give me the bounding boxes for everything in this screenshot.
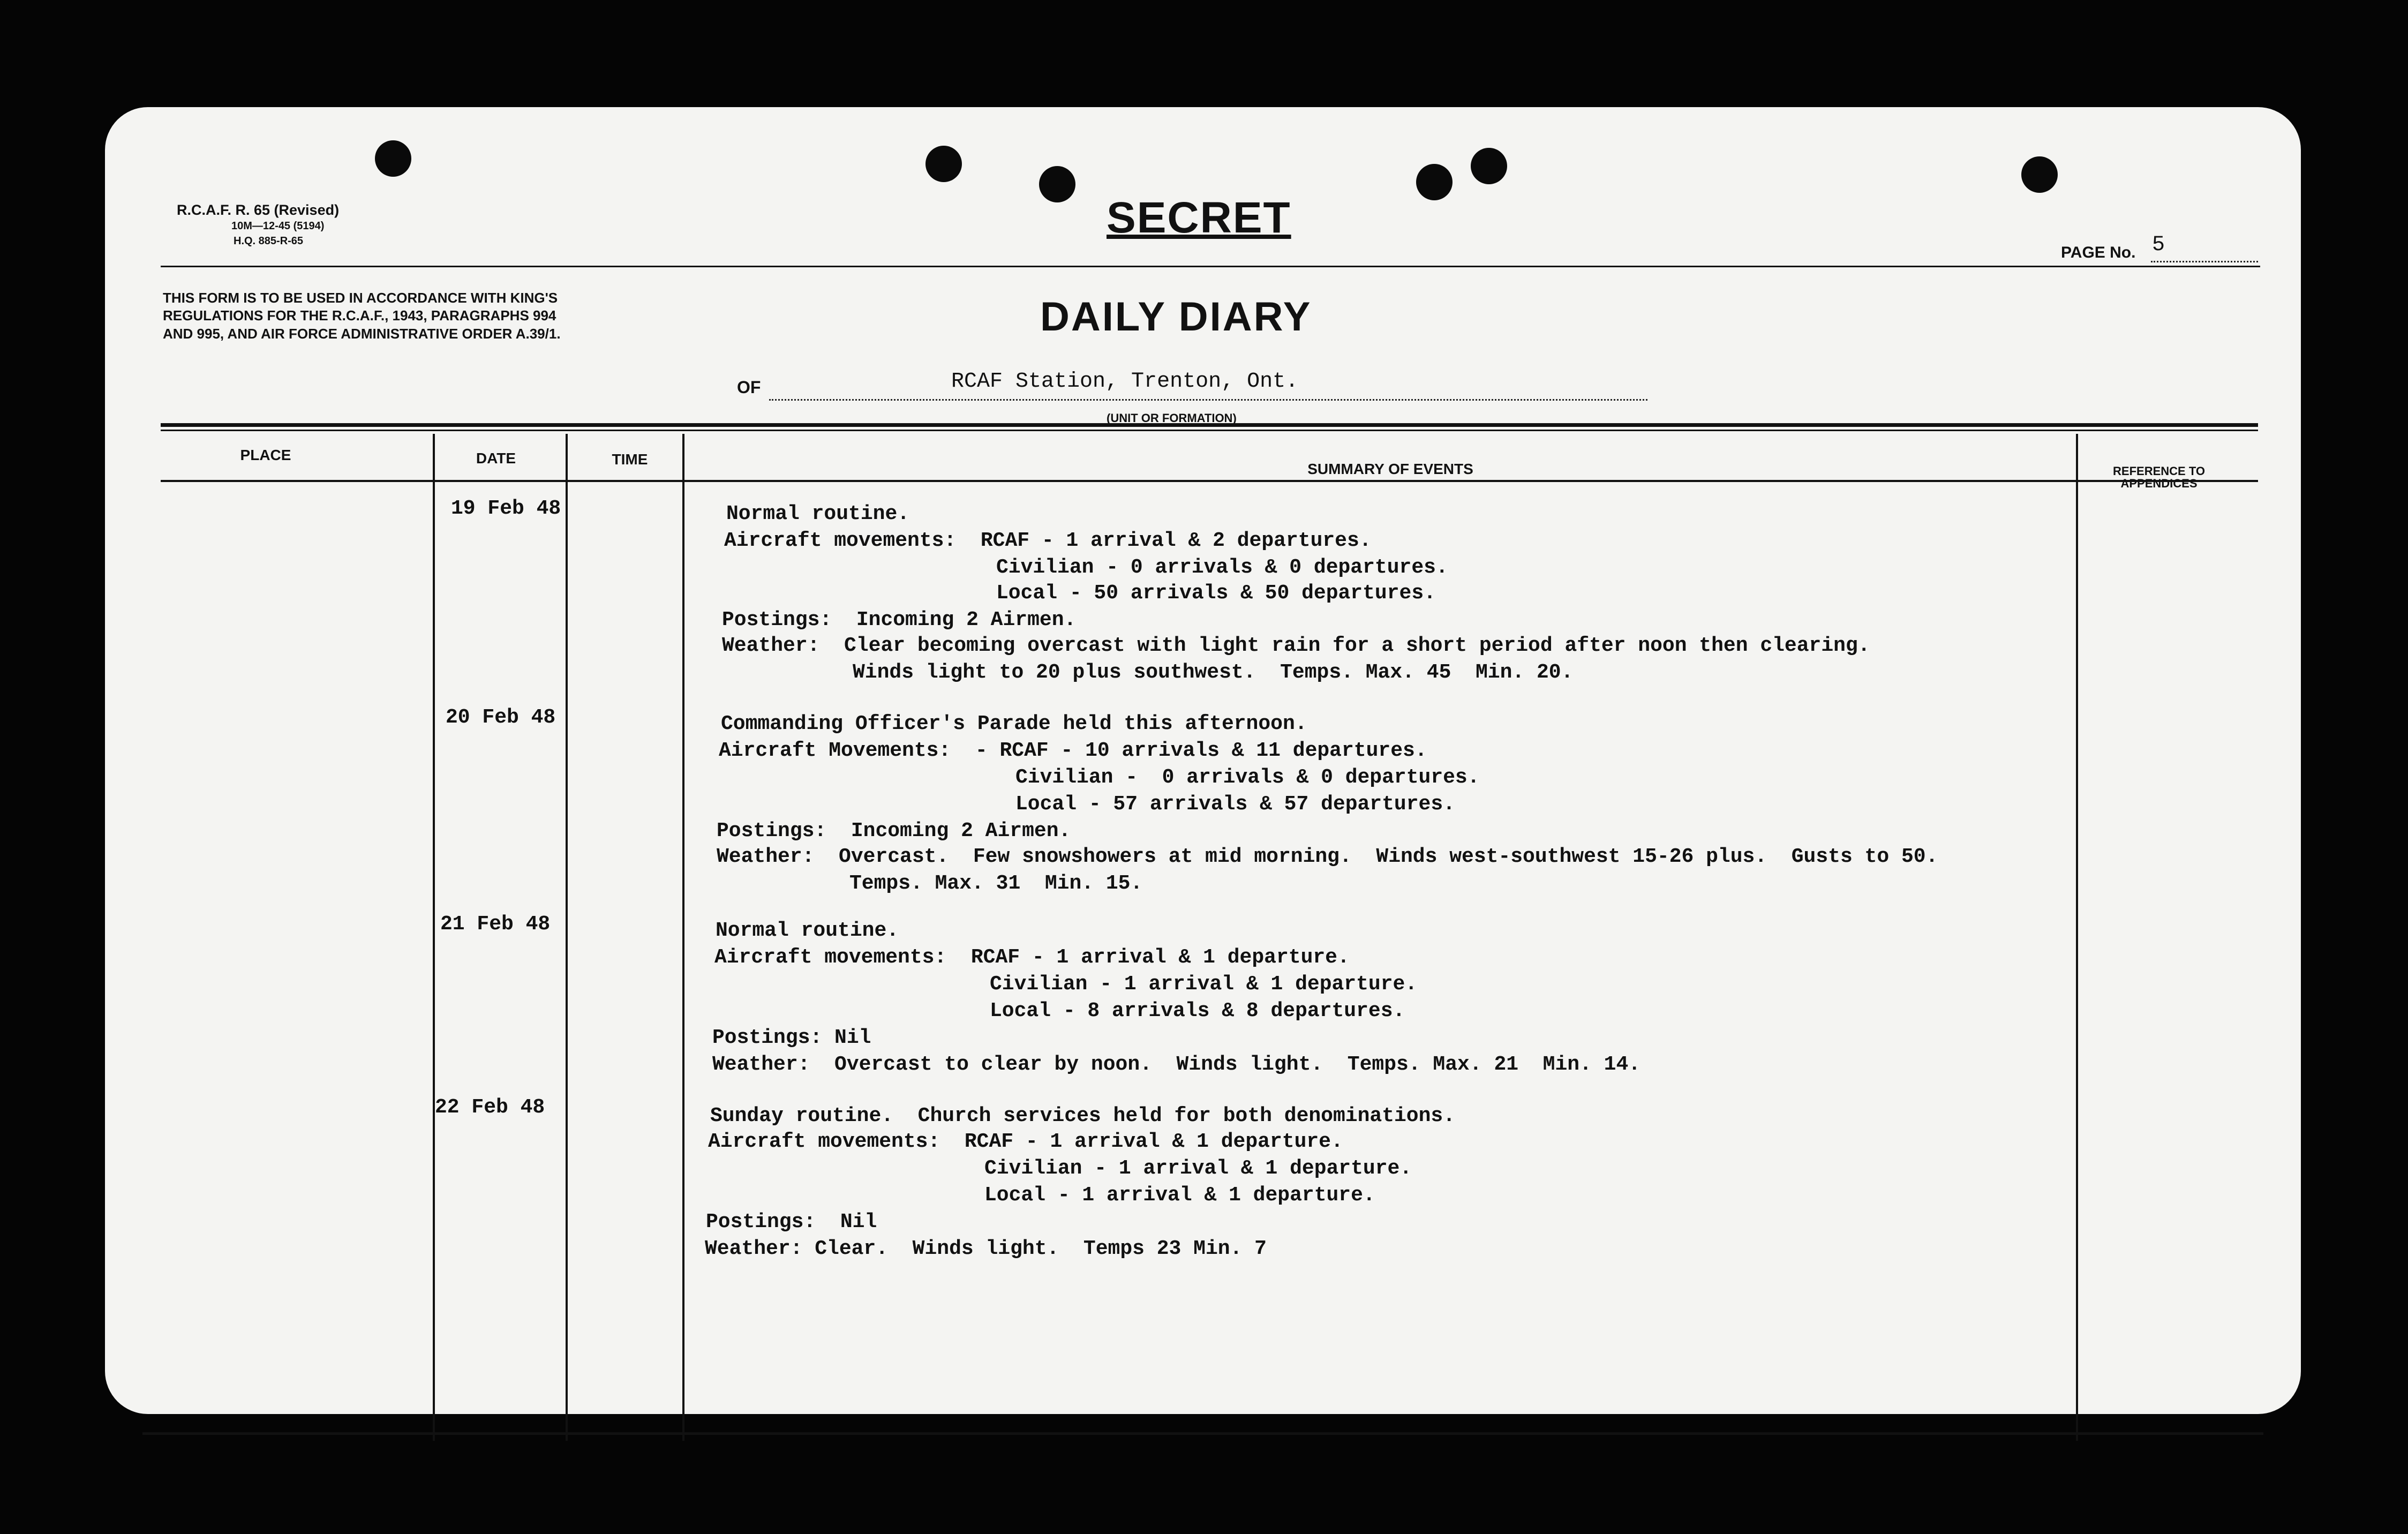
table-top-rule <box>161 423 2258 427</box>
summary-line: Local - 50 arrivals & 50 departures. <box>996 582 1436 605</box>
column-header-date: DATE <box>476 450 516 467</box>
summary-line: Postings: Incoming 2 Airmen. <box>722 608 1077 631</box>
column-header-time: TIME <box>612 451 648 468</box>
column-divider <box>433 434 435 1441</box>
entry-date: 22 Feb 48 <box>435 1096 545 1119</box>
column-header-summary: SUMMARY OF EVENTS <box>1307 461 1473 477</box>
summary-line: Civilian - 0 arrivals & 0 departures. <box>1015 766 1480 789</box>
entry-date: 19 Feb 48 <box>451 497 561 520</box>
entry-date: 20 Feb 48 <box>446 706 556 729</box>
punch-hole <box>1471 148 1507 184</box>
form-code-line3: H.Q. 885-R-65 <box>234 235 304 247</box>
column-divider <box>566 434 568 1441</box>
summary-line: Local - 1 arrival & 1 departure. <box>984 1184 1375 1207</box>
summary-line: Normal routine. <box>726 502 910 525</box>
punch-hole <box>1416 164 1453 200</box>
punch-hole <box>375 140 411 177</box>
page-label: PAGE No. <box>2061 244 2136 261</box>
diary-title: DAILY DIARY <box>1040 294 1312 340</box>
summary-line: Weather: Overcast to clear by noon. Winds light. Temps. Max. 21 Min. 14. <box>712 1053 1641 1076</box>
summary-line: Aircraft movements: RCAF - 1 arrival & 2 departures. <box>724 529 1372 552</box>
summary-line: Sunday routine. Church services held for both denominations. <box>710 1104 1456 1127</box>
summary-line: Commanding Officer's Parade held this afternoon. <box>721 712 1307 735</box>
page-number: 5 <box>2152 233 2165 257</box>
summary-line: Winds light to 20 plus southwest. Temps. Max. 45 Min. 20. <box>853 661 1574 684</box>
summary-line: Postings: Nil <box>706 1210 877 1234</box>
summary-line: Aircraft Movements: - RCAF - 10 arrivals & 11 departures. <box>719 739 1427 762</box>
summary-line: Aircraft movements: RCAF - 1 arrival & 1 departure. <box>708 1130 1343 1153</box>
summary-line: Postings: Nil <box>712 1026 871 1049</box>
table-bottom-rule <box>142 1432 2263 1435</box>
summary-line: Weather: Clear becoming overcast with light rain for a short period after noon then clearing. <box>722 634 1870 657</box>
punch-hole <box>2021 156 2058 193</box>
unit-line <box>769 399 1647 401</box>
column-divider <box>682 434 684 1441</box>
summary-line: Weather: Clear. Winds light. Temps 23 Min. 7 <box>705 1237 1267 1260</box>
summary-line: Civilian - 0 arrivals & 0 departures. <box>996 556 1448 579</box>
punch-hole <box>1039 166 1075 202</box>
summary-line: Civilian - 1 arrival & 1 departure. <box>990 973 1418 996</box>
classification-heading: SECRET <box>1107 193 1291 242</box>
form-code-line1: R.C.A.F. R. 65 (Revised) <box>177 202 340 218</box>
summary-line: Postings: Incoming 2 Airmen. <box>717 819 1071 843</box>
table-top-rule-2 <box>161 430 2258 431</box>
punch-hole <box>925 146 962 182</box>
of-label: OF <box>737 378 761 397</box>
entry-date: 21 Feb 48 <box>440 913 551 936</box>
summary-line: Normal routine. <box>716 919 899 942</box>
unit-caption: (UNIT OR FORMATION) <box>1107 411 1237 425</box>
column-header-place: PLACE <box>240 447 291 463</box>
summary-line: Civilian - 1 arrival & 1 departure. <box>984 1157 1412 1180</box>
page-number-line <box>2151 261 2258 262</box>
column-divider <box>2076 434 2078 1441</box>
unit-name: RCAF Station, Trenton, Ont. <box>951 370 1299 394</box>
summary-line: Aircraft movements: RCAF - 1 arrival & 1 departure. <box>714 946 1350 969</box>
summary-line: Local - 57 arrivals & 57 departures. <box>1015 793 1455 816</box>
diary-card <box>105 107 2301 1414</box>
form-instructions: THIS FORM IS TO BE USED IN ACCORDANCE WITH KING'S REGULATIONS FOR THE R.C.A.F., 1943, PARAGRAPHS 994 AND 995, AND AIR FORCE ADMINISTRATIVE ORDER A.39/1. <box>163 290 561 342</box>
summary-line: Weather: Overcast. Few snowshowers at mid morning. Winds west-southwest 15-26 plus. Gusts to 50. <box>717 845 1938 868</box>
column-header-reference: REFERENCE TO APPENDICES <box>2113 464 2205 491</box>
summary-line: Local - 8 arrivals & 8 departures. <box>990 999 1405 1022</box>
header-underline <box>161 480 2258 482</box>
header-rule <box>161 266 2260 267</box>
summary-line: Temps. Max. 31 Min. 15. <box>849 872 1143 895</box>
form-code-line2: 10M—12-45 (5194) <box>231 220 325 232</box>
